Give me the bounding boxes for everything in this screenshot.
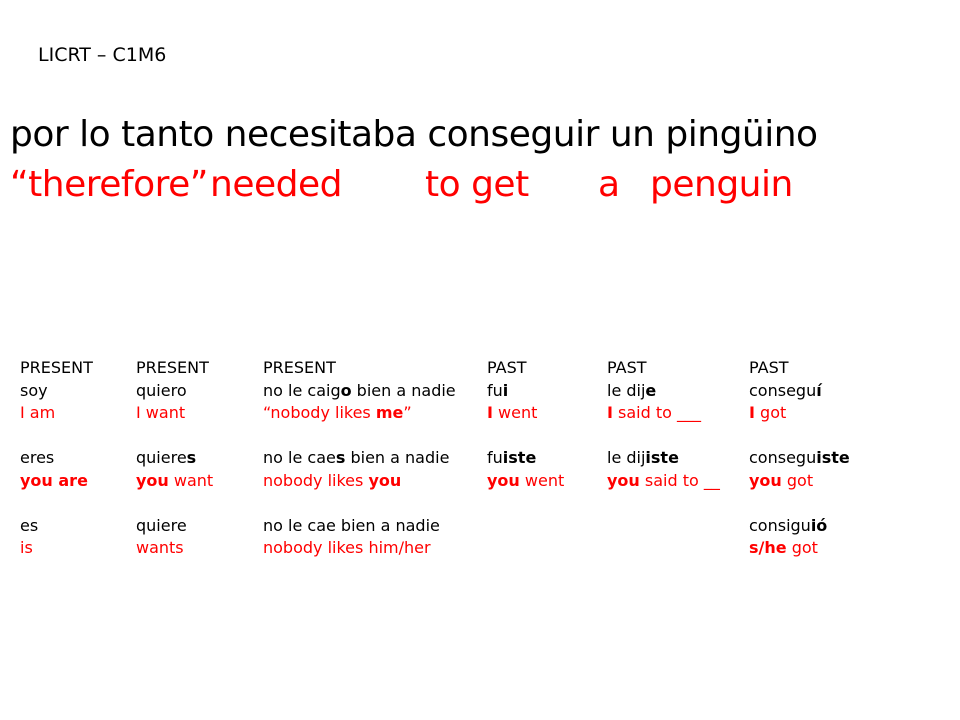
english-gloss: [607, 470, 720, 493]
column-header: PAST: [607, 358, 647, 377]
emphasized-segment: s: [186, 448, 197, 467]
spanish-sentence: por lo tanto necesitaba conseguir un pingüino: [10, 114, 818, 155]
emphasized-segment: you: [487, 470, 520, 490]
row-spacer: [749, 492, 850, 515]
emphasized-segment: I: [487, 403, 493, 422]
text-segment: fu: [487, 448, 503, 467]
spanish-form: [136, 380, 213, 403]
emphasized-segment: s: [335, 448, 346, 467]
english-gloss: [20, 402, 93, 425]
text-segment: es: [20, 515, 39, 535]
spanish-form: [749, 380, 850, 403]
gloss-a: a: [598, 164, 620, 205]
emphasized-segment: e: [645, 380, 657, 400]
text-segment: consegu: [749, 380, 817, 400]
spanish-form: [20, 515, 93, 538]
emphasized-segment: you: [749, 470, 782, 490]
row-spacer: [607, 425, 720, 448]
emphasized-segment: iste: [645, 448, 679, 467]
table-column: [20, 357, 93, 560]
english-gloss: [20, 470, 93, 493]
emphasized-segment: ió: [810, 515, 828, 535]
english-gloss: [136, 402, 213, 425]
english-gloss: [136, 470, 213, 493]
spanish-form: [136, 447, 213, 470]
english-gloss: [136, 537, 213, 560]
emphasized-segment: o: [340, 380, 352, 400]
text-segment: bien a nadie: [351, 380, 456, 400]
column-header: PRESENT: [263, 358, 336, 377]
text-segment: got: [754, 403, 787, 422]
emphasized-segment: i: [502, 380, 509, 400]
spanish-form: [263, 515, 456, 538]
emphasized-segment: you are: [20, 470, 88, 490]
row-spacer: [487, 425, 564, 448]
gloss-needed: needed: [210, 164, 342, 205]
english-gloss: [749, 470, 850, 493]
row-spacer: [263, 425, 456, 448]
text-segment: I want: [136, 403, 186, 422]
emphasized-segment: s/he: [749, 538, 787, 557]
text-segment: ”: [403, 403, 412, 422]
spanish-form: [749, 447, 850, 470]
text-segment: quiere: [136, 515, 187, 535]
text-segment: consigu: [749, 515, 811, 535]
column-header: PAST: [487, 358, 527, 377]
english-gloss: [263, 537, 456, 560]
english-gloss: [263, 470, 456, 493]
table-column: [607, 357, 720, 492]
text-segment: bien a nadie: [345, 448, 450, 467]
text-segment: le dij: [607, 380, 646, 400]
text-segment: I am: [20, 403, 56, 422]
spanish-form: [749, 515, 850, 538]
emphasized-segment: í: [816, 380, 822, 400]
text-segment: le dij: [607, 448, 646, 467]
row-spacer: [263, 492, 456, 515]
emphasized-segment: you: [136, 470, 169, 490]
text-segment: nobody likes: [263, 470, 369, 490]
spanish-form: [20, 447, 93, 470]
text-segment: quiere: [136, 448, 187, 467]
emphasized-segment: me: [375, 403, 404, 422]
text-segment: consegu: [749, 448, 817, 467]
text-segment: wants: [136, 538, 184, 557]
text-segment: said to ___: [612, 403, 702, 422]
text-segment: went: [519, 470, 565, 490]
row-spacer: [749, 425, 850, 448]
spanish-form: [136, 515, 213, 538]
emphasized-segment: you: [607, 470, 640, 490]
text-segment: nobody likes him/her: [263, 538, 431, 557]
gloss-penguin: penguin: [650, 164, 793, 205]
emphasized-segment: I: [607, 403, 613, 422]
text-segment: eres: [20, 448, 55, 467]
spanish-form: [263, 380, 456, 403]
text-segment: want: [168, 470, 214, 490]
column-header: PRESENT: [20, 358, 93, 377]
text-segment: said to __: [639, 470, 720, 490]
row-spacer: [20, 425, 93, 448]
table-column: [487, 357, 564, 492]
text-segment: fu: [487, 380, 503, 400]
gloss-therefore: “therefore”: [10, 164, 208, 205]
text-segment: “nobody likes: [263, 403, 376, 422]
text-segment: went: [492, 403, 538, 422]
table-column: [263, 357, 456, 560]
text-segment: is: [20, 538, 33, 557]
english-gloss: [263, 402, 456, 425]
emphasized-segment: you: [368, 470, 402, 490]
spanish-form: [487, 447, 564, 470]
gloss-to-get: to get: [425, 164, 529, 205]
table-column: [749, 357, 850, 560]
text-segment: no le caig: [263, 380, 341, 400]
course-code: LICRT – C1M6: [38, 44, 167, 66]
table-column: [136, 357, 213, 560]
text-segment: soy: [20, 380, 48, 400]
text-segment: quiero: [136, 380, 187, 400]
row-spacer: [20, 492, 93, 515]
english-gloss: [487, 470, 564, 493]
text-segment: got: [786, 538, 818, 557]
text-segment: no le cae: [263, 448, 336, 467]
spanish-form: [263, 447, 456, 470]
spanish-form: [607, 380, 720, 403]
emphasized-segment: I: [749, 403, 755, 422]
english-gloss: [749, 537, 850, 560]
emphasized-segment: iste: [816, 448, 850, 467]
row-spacer: [136, 425, 213, 448]
text-segment: no le cae bien a nadie: [263, 515, 440, 535]
spanish-form: [487, 380, 564, 403]
english-gloss: [20, 537, 93, 560]
spanish-form: [607, 447, 720, 470]
english-gloss: [749, 402, 850, 425]
emphasized-segment: iste: [502, 448, 537, 467]
row-spacer: [136, 492, 213, 515]
english-gloss: [487, 402, 564, 425]
spanish-form: [20, 380, 93, 403]
english-gloss: [607, 402, 720, 425]
column-header: PRESENT: [136, 358, 209, 377]
column-header: PAST: [749, 358, 789, 377]
text-segment: got: [781, 470, 814, 490]
